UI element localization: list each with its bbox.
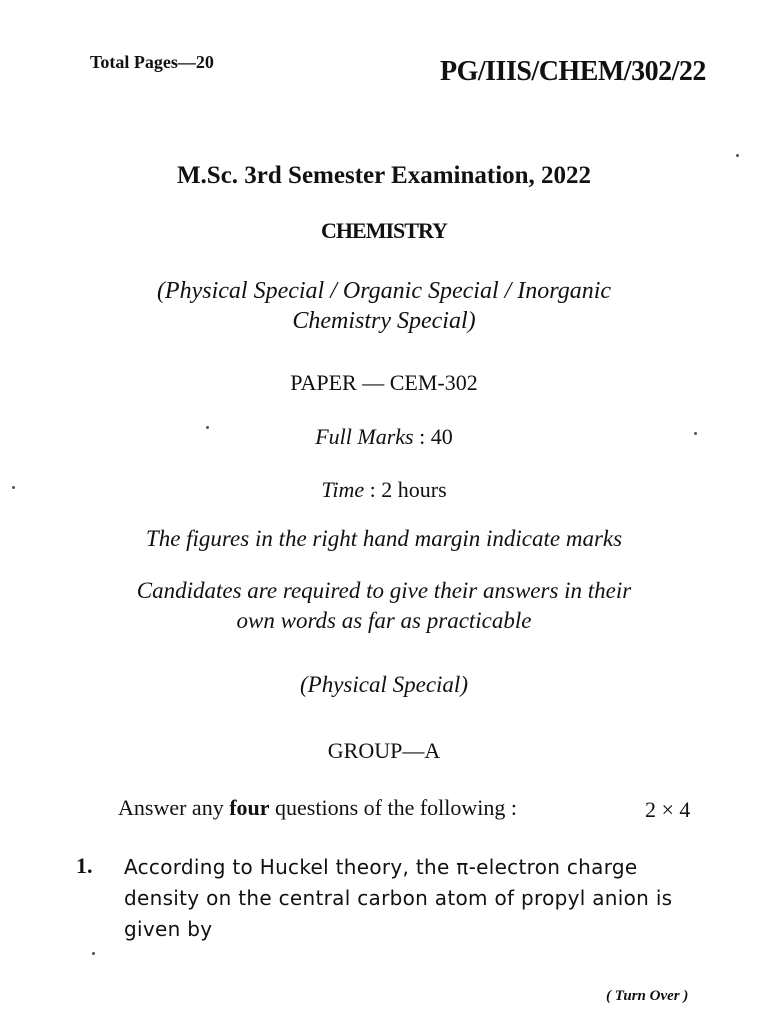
total-pages: Total Pages—20	[90, 52, 214, 72]
time-allowed	[0, 477, 768, 503]
subject: CHEMISTRY	[321, 218, 447, 243]
turn-over: ( Turn Over )	[606, 988, 689, 1004]
instruction	[118, 795, 517, 821]
exam-title: M.Sc. 3rd Semester Examination, 2022	[176, 162, 592, 189]
full-marks-value: : 40	[413, 424, 453, 449]
time-value: : 2 hours	[364, 477, 447, 502]
scan-speck	[12, 486, 15, 489]
full-marks	[0, 424, 768, 450]
specials-line-2: Chemistry Special)	[292, 308, 476, 334]
group-heading: GROUP—A	[327, 738, 441, 763]
full-marks-label: Full Marks	[315, 424, 414, 449]
paper-number: PAPER — CEM-302	[290, 370, 478, 395]
section-name: (Physical Special)	[300, 672, 468, 697]
scan-speck	[92, 952, 95, 955]
own-words-line-2: own words as far as practicable	[236, 608, 532, 633]
paper-code: PG/IIIS/CHEM/302/22	[440, 56, 706, 87]
question-number: 1.	[76, 853, 93, 878]
specials-line-1: (Physical Special / Organic Special / Inorganic	[156, 278, 612, 304]
instruction-count: four	[229, 795, 270, 820]
instruction-marks: 2 × 4	[645, 797, 691, 822]
question-text: According to Huckel theory, the π-electron charge density on the central carbon atom of propyl anion is given by	[124, 855, 673, 941]
own-words-note	[0, 576, 768, 636]
margin-marks-note: The figures in the right hand margin indicate marks	[145, 526, 623, 551]
own-words-line-1: Candidates are required to give their answers in their	[136, 578, 632, 603]
instruction-end: questions of the following :	[269, 795, 518, 820]
scan-speck	[694, 432, 697, 435]
scan-speck	[206, 426, 209, 429]
specials-note	[0, 276, 768, 336]
instruction-start: Answer any	[118, 795, 230, 820]
time-label: Time	[321, 477, 365, 502]
scan-speck	[736, 154, 739, 157]
